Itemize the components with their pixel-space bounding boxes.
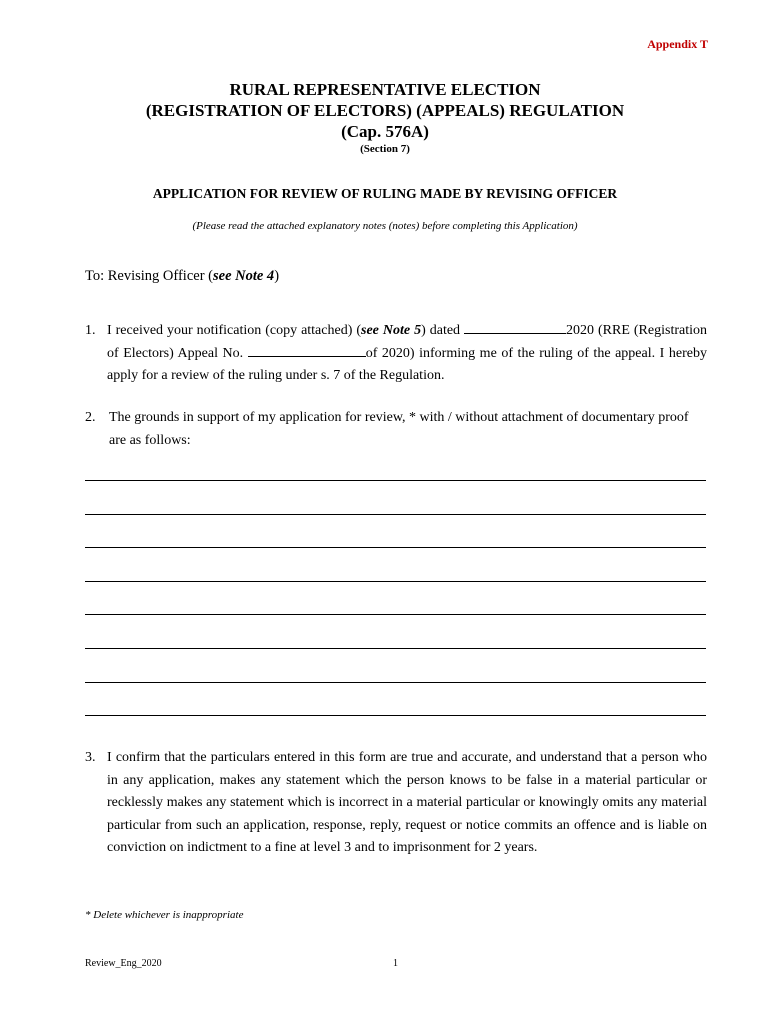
section-reference: (Section 7): [360, 143, 410, 155]
title-line-1: RURAL REPRESENTATIVE ELECTION: [229, 80, 541, 99]
footnote: * Delete whichever is inappropriate: [85, 909, 244, 921]
appendix-label: Appendix T: [647, 37, 708, 51]
paragraph-1-text-c: 2020 (RRE (Registration of Electors) Appeal No.: [107, 323, 707, 361]
grounds-line-1[interactable]: [85, 480, 706, 481]
paragraph-1-text-b: ) dated: [421, 323, 465, 338]
paragraph-1-number: 1.: [85, 323, 96, 338]
form-heading: APPLICATION FOR REVIEW OF RULING MADE BY REVISING OFFICER: [152, 186, 618, 201]
grounds-line-2[interactable]: [85, 514, 706, 515]
grounds-line-7[interactable]: [85, 682, 706, 683]
grounds-line-6[interactable]: [85, 648, 706, 649]
addressee-note-ref: see Note 4: [212, 268, 275, 284]
paragraph-2: [85, 407, 707, 452]
paragraph-1-text-a: I received your notification (copy attached) (: [107, 323, 362, 338]
paragraph-3-text: I confirm that the particulars entered in this form are true and accurate, and understand that a person who in any application, makes any statement which the person knows to be false in a material particular or recklessly makes any statement which is incorrect in a material particular or knowingly omits any material particular from such an application, response, reply, request or notice commits an offence and is liable on conviction on indictment to a fine at level 3 and to imprisonment for 2 years.: [107, 750, 707, 855]
grounds-line-8[interactable]: [85, 715, 706, 716]
appeal-number-field[interactable]: [248, 343, 366, 357]
page-number: 1: [393, 958, 398, 969]
grounds-line-4[interactable]: [85, 581, 706, 582]
paragraph-1-text-d: of 2020) informing me of the ruling of the appeal. I hereby apply for a review of the ruling under s. 7 of the Regulation.: [107, 345, 707, 383]
instruction-text: (Please read the attached explanatory notes (notes) before completing this Application): [192, 220, 578, 232]
title-line-2: (REGISTRATION OF ELECTORS) (APPEALS) REGULATION: [145, 101, 625, 120]
grounds-line-5[interactable]: [85, 614, 706, 615]
addressee-suffix: ): [274, 268, 280, 284]
title-line-3: (Cap. 576A): [341, 122, 429, 141]
notification-date-field[interactable]: [464, 320, 566, 334]
document-title: [0, 79, 770, 155]
grounds-line-3[interactable]: [85, 547, 706, 548]
paragraph-2-number: 2.: [85, 410, 96, 425]
paragraph-1: [85, 320, 707, 388]
addressee-prefix: To: Revising Officer (: [85, 268, 213, 284]
paragraph-2-text: The grounds in support of my application for review, * with / without attachment of documentary proof are as follows:: [109, 410, 689, 448]
footer-document-code: Review_Eng_2020: [85, 958, 162, 969]
paragraph-3-number: 3.: [85, 750, 96, 765]
paragraph-3: [85, 747, 707, 860]
addressee-line: [85, 268, 279, 285]
paragraph-1-note-ref: see Note 5: [361, 323, 422, 338]
